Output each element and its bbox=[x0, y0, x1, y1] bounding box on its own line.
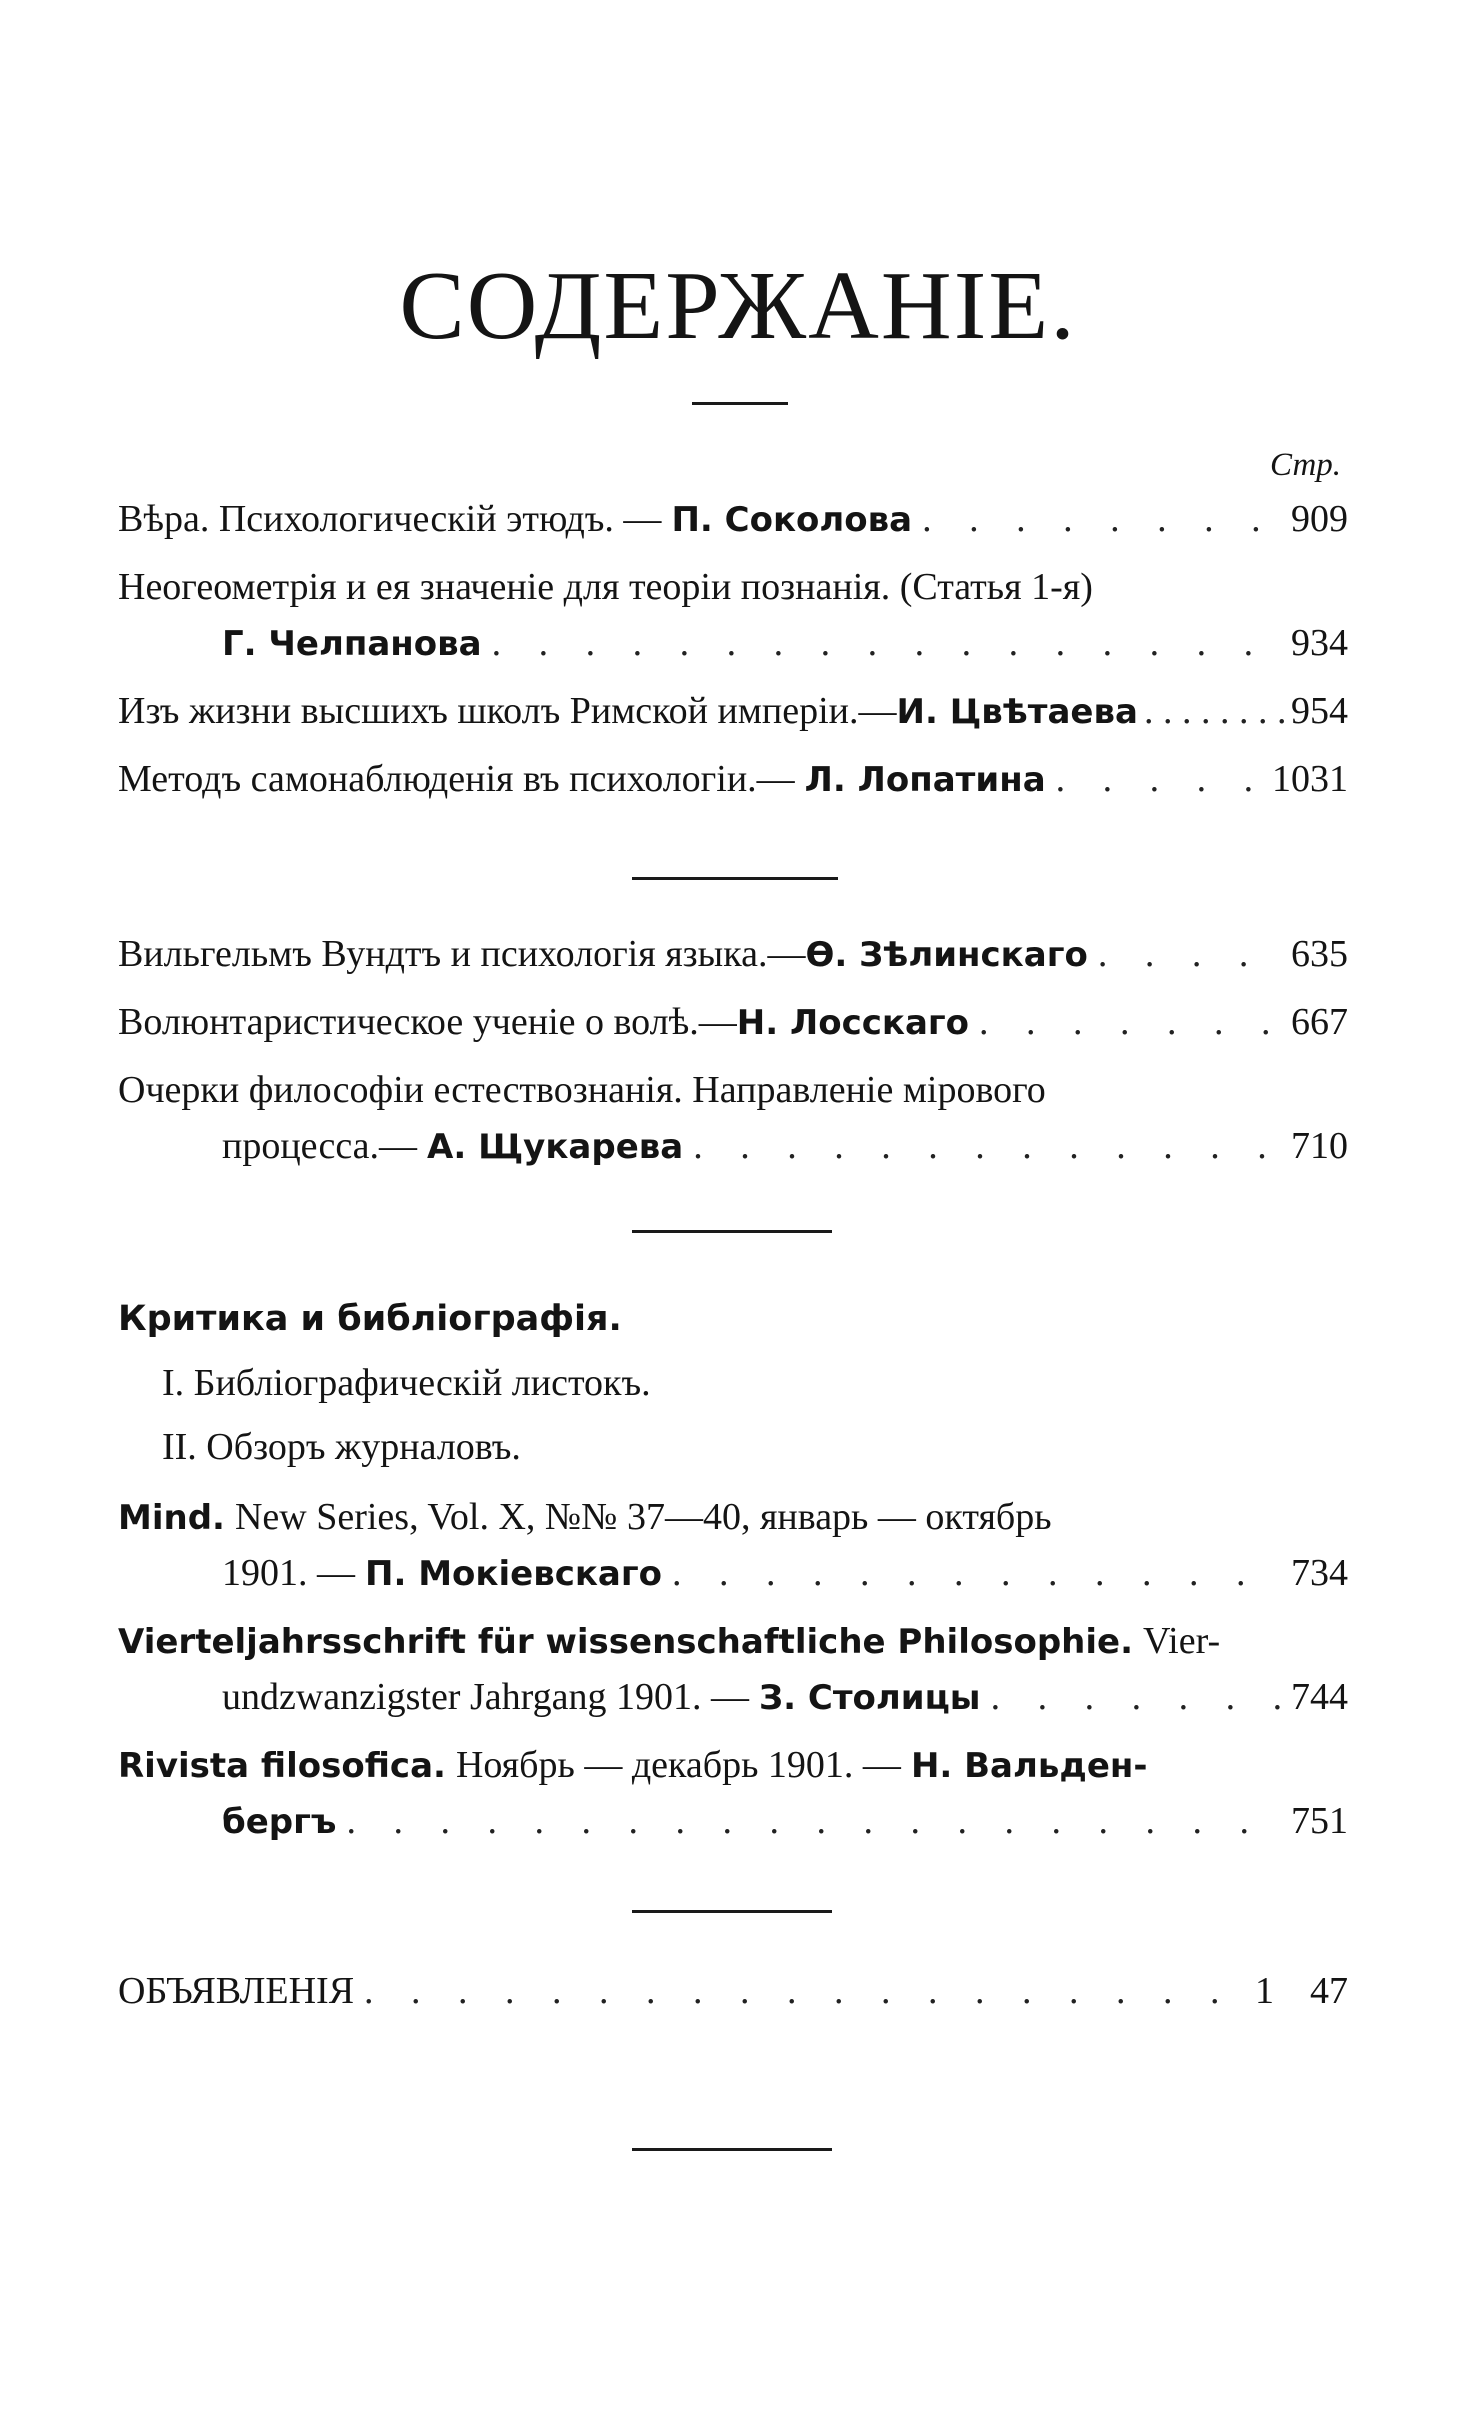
toc-entry bbox=[118, 1736, 1348, 1792]
ads-section bbox=[118, 1962, 1348, 2030]
dot-leader bbox=[672, 1544, 1280, 1602]
dot-leader bbox=[693, 1117, 1280, 1175]
entry-title: Неогеометрія и ея значеніе для теоріи познанія. (Статья 1-я) bbox=[118, 566, 1093, 608]
dot-leader bbox=[979, 993, 1280, 1051]
toc-entry-continuation bbox=[118, 1117, 1348, 1185]
entry-page: 909 bbox=[1291, 498, 1348, 540]
page-title: СОДЕРЖАНІЕ. bbox=[399, 252, 1077, 360]
entry-title: Методъ самонаблюденія въ психологіи.— bbox=[118, 758, 795, 800]
entry-author: П. Мокіевскаго bbox=[365, 1554, 663, 1594]
entry-page: 1031 bbox=[1272, 758, 1348, 800]
ads-page-to: 47 bbox=[1310, 1970, 1348, 2012]
toc-entry bbox=[118, 750, 1348, 818]
toc-entry-continuation bbox=[118, 1792, 1348, 1860]
entry-page: 751 bbox=[1291, 1800, 1348, 1842]
entry-page: 744 bbox=[1291, 1676, 1348, 1718]
toc-entry bbox=[118, 1418, 1348, 1488]
dot-leader bbox=[346, 1792, 1280, 1850]
dot-leader bbox=[1144, 682, 1284, 740]
entry-title-continued: undzwanzigster Jahrgang 1901. — bbox=[222, 1676, 749, 1718]
ads-page-from: 1 bbox=[1255, 1970, 1274, 2012]
entry-title: Vier- bbox=[1143, 1620, 1221, 1662]
entry-title-continued: процесса.— bbox=[222, 1125, 418, 1167]
entry-page: 954 bbox=[1291, 690, 1348, 732]
entry-page: 734 bbox=[1291, 1552, 1348, 1594]
toc-entry bbox=[118, 1612, 1348, 1668]
entry-title: Волюнтаристическое ученіе о волѣ.— bbox=[118, 1001, 737, 1043]
dot-leader bbox=[922, 490, 1280, 548]
toc-entry-continuation bbox=[118, 614, 1348, 682]
criticism-section bbox=[118, 1290, 1348, 1860]
dot-leader bbox=[991, 1668, 1280, 1726]
entry-author: З. Столицы bbox=[758, 1678, 981, 1718]
journal-name: Vierteljahrsschrift für wissenschaftliche Philosophie. bbox=[118, 1622, 1133, 1662]
group-2 bbox=[118, 925, 1348, 1185]
toc-entry bbox=[118, 490, 1348, 558]
ads-label: ОБЪЯВЛЕНІЯ bbox=[118, 1970, 355, 2012]
toc-entry-continuation bbox=[118, 1668, 1348, 1736]
section-divider bbox=[632, 877, 838, 880]
dot-leader bbox=[1098, 925, 1280, 983]
section-divider bbox=[632, 1230, 832, 1233]
entry-author: Ѳ. Зѣлинскаго bbox=[805, 935, 1088, 975]
toc-entry bbox=[118, 1354, 1348, 1418]
entry-title: I. Библіографическій листокъ. bbox=[162, 1362, 651, 1404]
entry-title-continued: 1901. — bbox=[222, 1552, 355, 1594]
bottom-divider bbox=[632, 2148, 832, 2151]
toc-entry bbox=[118, 1061, 1348, 1117]
toc-entry bbox=[118, 1962, 1348, 2030]
section-heading bbox=[118, 1290, 1348, 1354]
entry-author: И. Цвѣтаева bbox=[896, 692, 1138, 732]
group-1 bbox=[118, 490, 1348, 818]
criticism-heading: Критика и библіографія. bbox=[118, 1299, 622, 1339]
entry-author: А. Щукарева bbox=[427, 1127, 684, 1167]
toc-entry bbox=[118, 993, 1348, 1061]
dot-leader bbox=[1056, 750, 1262, 808]
dot-leader bbox=[364, 1962, 1231, 2020]
section-divider bbox=[632, 1910, 832, 1913]
entry-page: 635 bbox=[1291, 933, 1348, 975]
toc-entry bbox=[118, 1488, 1348, 1544]
title-divider bbox=[692, 402, 788, 405]
entry-title: Изъ жизни высшихъ школъ Римской имперіи.— bbox=[118, 690, 897, 732]
entry-author: Г. Челпанова bbox=[222, 624, 482, 664]
dot-leader bbox=[492, 614, 1280, 672]
page-column-label: Стр. bbox=[1270, 447, 1342, 483]
toc-entry bbox=[118, 925, 1348, 993]
journal-name: Rivista filosofica. bbox=[118, 1746, 446, 1786]
entry-author: Н. Вальден- bbox=[910, 1746, 1148, 1786]
entry-page: 710 bbox=[1291, 1125, 1348, 1167]
entry-title: Вильгельмъ Вундтъ и психологія языка.— bbox=[118, 933, 806, 975]
entry-author: П. Соколова bbox=[671, 500, 913, 540]
entry-title: Ноябрь — декабрь 1901. — bbox=[455, 1744, 901, 1786]
entry-author: Н. Лосскаго bbox=[736, 1003, 970, 1043]
entry-title: II. Обзоръ журналовъ. bbox=[162, 1426, 521, 1468]
entry-title: New Series, Vol. X, №№ 37—40, январь — октябрь bbox=[234, 1496, 1052, 1538]
toc-entry bbox=[118, 682, 1348, 750]
entry-page: 934 bbox=[1291, 622, 1348, 664]
toc-entry-continuation bbox=[118, 1544, 1348, 1612]
journal-name: Mind. bbox=[118, 1498, 225, 1538]
entry-title: Вѣра. Психологическій этюдъ. — bbox=[118, 498, 662, 540]
toc-entry bbox=[118, 558, 1348, 614]
entry-title: Очерки философіи естествознанія. Направленіе мірового bbox=[118, 1069, 1046, 1111]
entry-author: Л. Лопатина bbox=[804, 760, 1046, 800]
entry-author-continued: бергъ bbox=[222, 1802, 337, 1842]
entry-page: 667 bbox=[1291, 1001, 1348, 1043]
